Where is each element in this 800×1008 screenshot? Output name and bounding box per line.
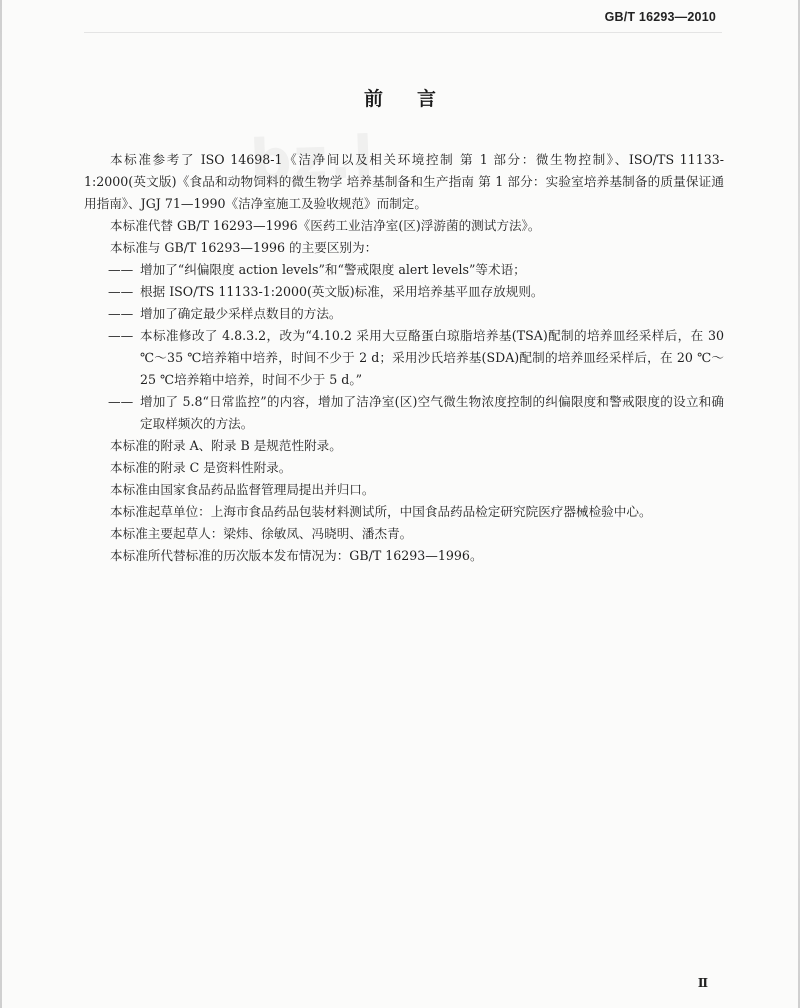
paragraph-annex-normative: 本标准的附录 A、附录 B 是规范性附录。	[110, 438, 342, 453]
paragraph-proposer: 本标准由国家食品药品监督管理局提出并归口。	[110, 482, 375, 497]
difference-item	[84, 281, 724, 303]
item-dash: ——	[108, 328, 134, 343]
item-text: 根据 ISO/TS 11133-1:2000(英文版)标准，采用培养基平皿存放规则。	[140, 284, 544, 299]
difference-item	[84, 259, 724, 281]
difference-item	[84, 325, 724, 391]
paragraph-references: 本标准参考了 ISO 14698-1《洁净间以及相关环境控制 第 1 部分：微生物控制》、ISO/TS 11133-1:2000(英文版)《食品和动物饲料的微生物学 培养基制备和生产指南 第 1 部分：实验室培养基制备的质量保证通用指南》、JGJ 71—1990《洁净室施工及验收规范》而制定。	[84, 152, 724, 211]
item-text: 增加了确定最少采样点数目的方法。	[140, 306, 342, 321]
item-dash: ——	[108, 394, 134, 409]
difference-item	[84, 391, 724, 435]
paragraph-replaces: 本标准代替 GB/T 16293—1996《医药工业洁净室(区)浮游菌的测试方法》。	[110, 218, 541, 233]
page-number: Ⅱ	[697, 976, 708, 990]
preface-body	[84, 149, 724, 567]
paragraph-drafting-units: 本标准起草单位：上海市食品药品包装材料测试所，中国食品药品检定研究院医疗器械检验中心。	[110, 504, 652, 519]
page-title: 前言	[363, 88, 470, 110]
item-dash: ——	[108, 306, 134, 321]
item-dash: ——	[108, 284, 134, 299]
item-text: 本标准修改了 4.8.3.2，改为“4.10.2 采用大豆酪蛋白琼脂培养基(TSA)配制的培养皿经采样后，在 30 ℃～35 ℃培养箱中培养，时间不少于 2 d；采用沙氏培养基(SDA)配制的培养皿经采样后，在 20 ℃～25 ℃培养箱中培养，时间不少于 5 d。”	[140, 328, 724, 387]
item-text: 增加了 5.8“日常监控”的内容，增加了洁净室(区)空气微生物浓度控制的纠偏限度和警戒限度的设立和确定取样频次的方法。	[140, 394, 724, 431]
paragraph-annex-informative: 本标准的附录 C 是资料性附录。	[110, 460, 292, 475]
scan-edge-left	[0, 0, 2, 1008]
paragraph-edition-history: 本标准所代替标准的历次版本发布情况为：GB/T 16293—1996。	[110, 548, 483, 563]
item-dash: ——	[108, 262, 134, 277]
item-text: 增加了“纠偏限度 action levels”和“警戒限度 alert levels”等术语；	[140, 262, 526, 277]
paragraph-drafters: 本标准主要起草人：梁炜、徐敏凤、冯晓明、潘杰青。	[110, 526, 413, 541]
difference-item	[84, 303, 724, 325]
standard-code: GB/T 16293—2010	[604, 10, 716, 24]
watermark: bz.l	[248, 122, 377, 196]
paragraph-differences-intro: 本标准与 GB/T 16293—1996 的主要区别为：	[110, 240, 378, 255]
header-rule	[84, 32, 722, 33]
